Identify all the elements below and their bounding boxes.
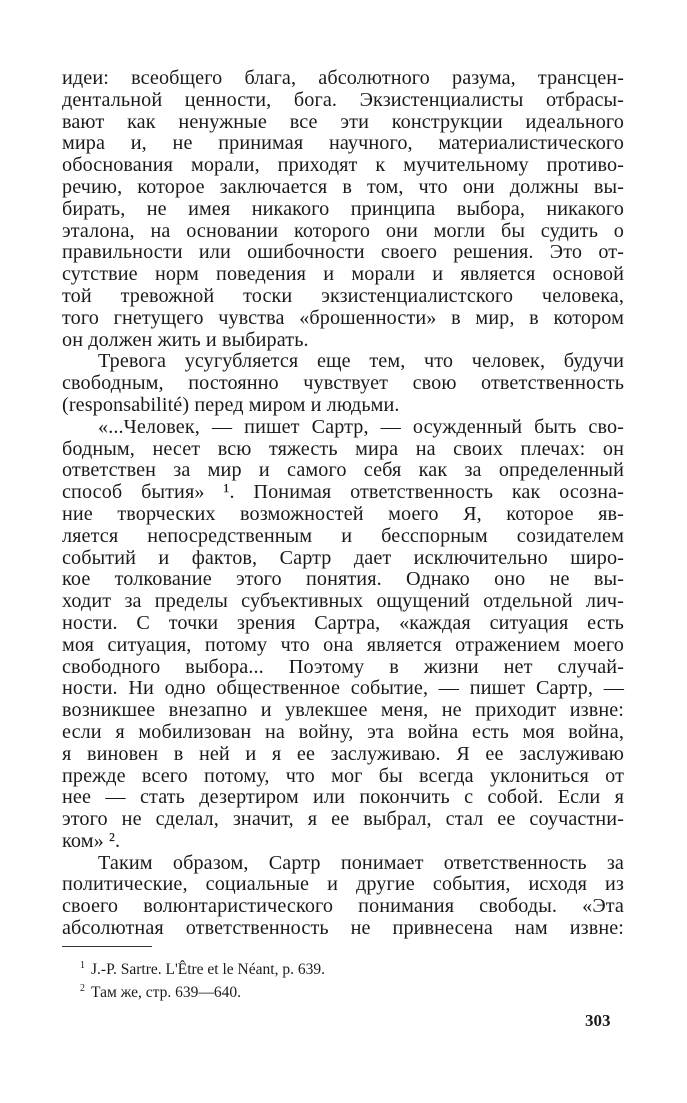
- text-line: абсолютная ответственность не привнесена нам извне:: [62, 917, 624, 940]
- text-line: событий и фактов, Сартр дает исключительно широ-: [62, 546, 624, 569]
- footnote-text: Там же, стр. 639—640.: [91, 984, 241, 1002]
- text-line: речию, которое заключается в том, что они должны вы-: [62, 175, 624, 198]
- text-line: своего волюнтаристического понимания свободы. «Эта: [62, 895, 624, 918]
- text-line: обоснования морали, приходят к мучительному противо-: [62, 154, 624, 177]
- text-line: Тревога усугубляется еще тем, что человек, будучи: [98, 350, 624, 373]
- text-line: моя ситуация, потому что она является отражением моего: [62, 633, 624, 656]
- text-line: свободным, постоянно чувствует свою ответственность: [62, 372, 624, 395]
- text-line: эталона, на основании которого они могли бы судить о: [62, 219, 624, 242]
- footnote-mark: 1: [80, 960, 85, 971]
- footnote: [80, 979, 325, 1002]
- text-line: бодным, несет всю тяжесть мира на своих плечах: он: [62, 437, 624, 460]
- text-line: сутствие норм поведения и морали и является основой: [62, 263, 624, 286]
- text-line: ком» ².: [62, 829, 121, 852]
- text-line: (responsabilité) перед миром и людьми.: [62, 393, 400, 416]
- text-line: способ бытия» ¹. Понимая ответственность как осозна-: [62, 481, 624, 504]
- text-line: политические, социальные и другие события, исходя из: [62, 873, 624, 896]
- text-line: ности. Ни одно общественное событие, — пишет Сартр, —: [62, 677, 624, 700]
- text-line: этого не сделал, значит, я ее выбрал, стал ее соучастни-: [62, 808, 624, 831]
- text-line: ляется непосредственным и бесспорным созидателем: [62, 524, 624, 547]
- page-number: 303: [585, 1011, 611, 1030]
- text-line: правильности или ошибочности своего решения. Это от-: [62, 241, 624, 264]
- text-line: прежде всего потому, что мог бы всегда уклониться от: [62, 764, 624, 787]
- text-line: того гнетущего чувства «брошенности» в мир, в котором: [62, 306, 624, 329]
- text-line: бирать, не имея никакого принципа выбора, никакого: [62, 197, 624, 220]
- footnote-mark: 2: [80, 983, 85, 995]
- text-line: идеи: всеобщего блага, абсолютного разума, трансцен-: [62, 67, 624, 89]
- text-line: той тревожной тоски экзистенциалистского человека,: [62, 284, 624, 307]
- text-line: он должен жить и выбирать.: [62, 328, 309, 351]
- text-line: я виновен в ней и я ее заслуживаю. Я ее заслуживаю: [62, 742, 624, 765]
- text-line: ответствен за мир и самого себя как за определенный: [62, 459, 624, 482]
- text-line: дентальной ценности, бога. Экзистенциалисты отбрасы-: [62, 88, 624, 111]
- body-text: [62, 68, 624, 940]
- text-line: вают как ненужные все эти конструкции идеального: [62, 110, 624, 133]
- text-line: мира и, не принимая научного, материалистического: [62, 132, 624, 155]
- text-line: нее — стать дезертиром или покончить с собой. Если я: [62, 786, 624, 809]
- text-line: ности. С точки зрения Сартра, «каждая ситуация есть: [62, 611, 624, 634]
- footnotes: [80, 956, 325, 1002]
- footnote-divider: [62, 946, 152, 947]
- text-line: если я мобилизован на войну, эта война есть моя война,: [62, 720, 624, 743]
- text-line: ходит за пределы субъективных ощущений отдельной лич-: [62, 590, 624, 613]
- text-line: возникшее внезапно и увлекшее меня, не приходит извне:: [62, 699, 624, 722]
- text-line: кое толкование этого понятия. Однако оно не вы-: [62, 568, 624, 591]
- footnote-text: J.-P. Sartre. L'Être et le Néant, p. 639.: [91, 961, 325, 979]
- text-line: свободного выбора... Поэтому в жизни нет случай-: [62, 655, 624, 678]
- text-line: ние творческих возможностей моего Я, которое яв-: [62, 502, 624, 525]
- footnote: [80, 956, 325, 979]
- text-line: «...Человек, — пишет Сартр, — осужденный быть сво-: [98, 415, 624, 438]
- text-line: Таким образом, Сартр понимает ответственность за: [98, 851, 624, 874]
